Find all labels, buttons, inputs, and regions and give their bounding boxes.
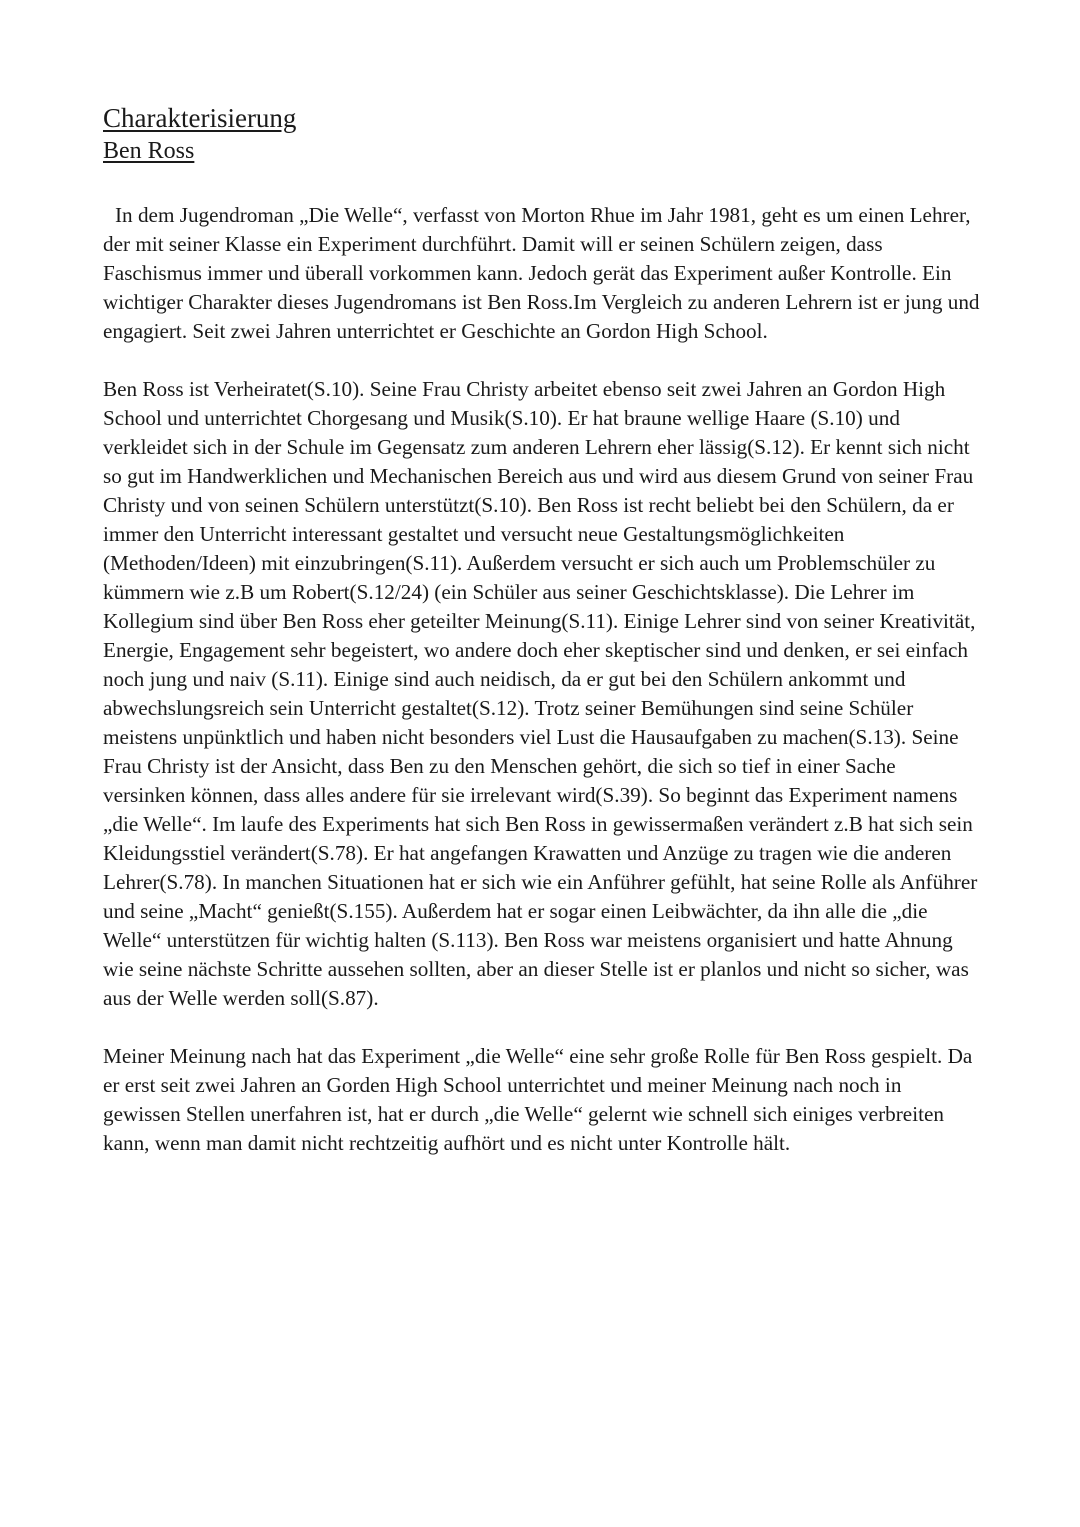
paragraph-characterization: Ben Ross ist Verheiratet(S.10). Seine Frau Christy arbeitet ebenso seit zwei Jahren an Gordon High School und unterrichtet Chorgesang und Musik(S.10). Er hat braune wellige Haare (S.10) und verkleidet sich in der Schule im Gegensatz zum anderen Lehrern eher lässig(S.12). Er kennt sich nicht so gut im Handwerklichen und Mechanischen Bereich aus und wird aus diesem Grund von seiner Frau Christy und von seinen Schülern unterstützt(S.10). Ben Ross ist recht beliebt bei den Schülern, da er immer den Unterricht interessant gestaltet und versucht neue Gestaltungsmöglichkeiten (Methoden/Ideen) mit einzubringen(S.11). Außerdem versucht er sich auch um Problemschüler zu kümmern wie z.B um Robert(S.12/24) (ein Schüler aus seiner Geschichtsklasse). Die Lehrer im Kollegium sind über Ben Ross eher geteilter Meinung(S.11). Einige Lehrer sind von seiner Kreativität, Energie, Engagement sehr begeistert, wo andere doch eher skeptischer sind und denken, er sei einfach noch jung und naiv (S.11). Einige sind auch neidisch, da er gut bei den Schülern ankommt und abwechslungsreich sein Unterricht gestaltet(S.12). Trotz seiner Bemühungen sind seine Schüler meistens unpünktlich und haben nicht besonders viel Lust die Hausaufgaben zu machen(S.13). Seine Frau Christy ist der Ansicht, dass Ben zu den Menschen gehört, die sich so tief in einer Sache versinken können, dass alles andere für sie irrelevant wird(S.39). So beginnt das Experiment namens „die Welle“. Im laufe des Experiments hat sich Ben Ross in gewissermaßen verändert z.B hat sich sein Kleidungsstiel verändert(S.78). Er hat angefangen Krawatten und Anzüge zu tragen wie die anderen Lehrer(S.78). In manchen Situationen hat er sich wie ein Anführer gefühlt, hat seine Rolle als Anführer und seine „Macht“ genießt(S.155). Außerdem hat er sogar einen Leibwächter, da ihn alle die „die Welle“ unterstützen für wichtig halten (S.113). Ben Ross war meistens organisiert und hatte Ahnung wie seine nächste Schritte aussehen sollten, aber an dieser Stelle ist er planlos und nicht so sicher, was aus der Welle werden soll(S.87). xyxy=(103,377,978,1010)
paragraph-introduction: In dem Jugendroman „Die Welle“, verfasst von Morton Rhue im Jahr 1981, geht es um einen Lehrer, der mit seiner Klasse ein Experiment durchführt. Damit will er seinen Schülern zeigen, dass Faschismus immer und überall vorkommen kann. Jedoch gerät das Experiment außer Kontrolle. Ein wichtiger Charakter dieses Jugendromans ist Ben Ross.Im Vergleich zu anderen Lehrern ist er jung und engagiert. Seit zwei Jahren unterrichtet er Geschichte an Gordon High School. xyxy=(103,203,980,343)
paragraph-conclusion: Meiner Meinung nach hat das Experiment „die Welle“ eine sehr große Rolle für Ben Ross gespielt. Da er erst seit zwei Jahren an Gorden High School unterrichtet und meiner Meinung nach noch in gewissen Stellen unerfahren ist, hat er durch „die Welle“ gelernt wie schnell sich einiges verbreiten kann, wenn man damit nicht rechtzeitig aufhört und es nicht unter Kontrolle hält. xyxy=(103,1044,973,1155)
document-title: Charakterisierung xyxy=(103,103,297,133)
document-subtitle: Ben Ross xyxy=(103,138,195,164)
document-body xyxy=(103,201,983,1158)
document-page xyxy=(103,100,983,1187)
